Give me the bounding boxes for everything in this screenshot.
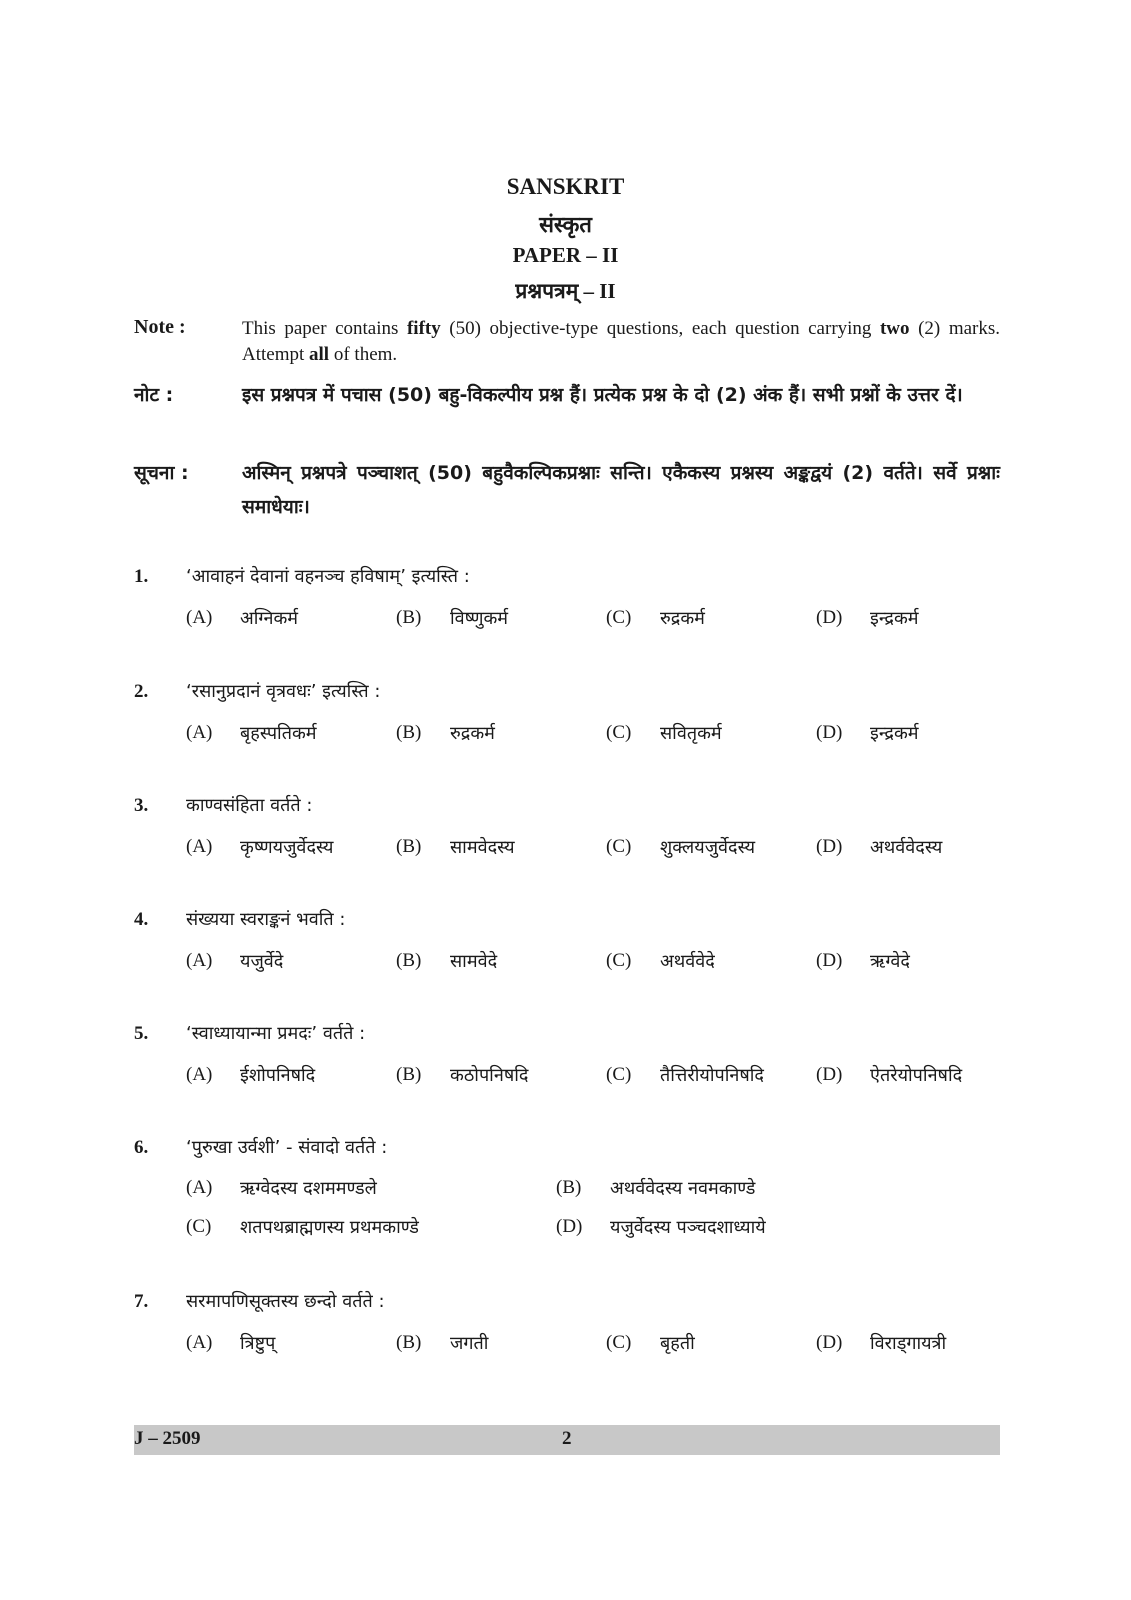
- option-c[interactable]: [186, 1216, 419, 1238]
- option-a[interactable]: [186, 607, 386, 629]
- option-a[interactable]: [186, 1064, 386, 1086]
- note-english: [134, 316, 1000, 376]
- option-letter: (B): [396, 1332, 422, 1353]
- page-number: 2: [562, 1428, 572, 1449]
- question-stem: ‘रसानुप्रदानं वृत्रवधः’ इत्यस्ति :: [186, 681, 381, 702]
- option-letter: (D): [816, 950, 843, 971]
- option-letter: (B): [396, 1064, 422, 1085]
- option-text: शुक्लयजुर्वेदस्य: [660, 837, 756, 858]
- option-text: तैत्तिरीयोपनिषदि: [660, 1065, 764, 1086]
- option-letter: (C): [186, 1216, 212, 1237]
- option-text: सामवेदे: [450, 951, 498, 972]
- question-number: 4.: [134, 909, 149, 930]
- option-a[interactable]: [186, 1332, 386, 1354]
- option-b[interactable]: [396, 950, 596, 972]
- option-text: बृहती: [660, 1333, 695, 1354]
- question-1: [134, 566, 1000, 656]
- option-letter: (A): [186, 1332, 213, 1353]
- option-text: रुद्रकर्म: [450, 723, 495, 744]
- note-hindi: [134, 378, 1000, 448]
- option-letter: (D): [556, 1216, 583, 1237]
- option-text: जगती: [450, 1333, 489, 1354]
- option-d[interactable]: [816, 1064, 1016, 1086]
- option-letter: (C): [606, 1064, 632, 1085]
- option-letter: (D): [816, 607, 843, 628]
- paper-title: PAPER – II: [512, 243, 619, 267]
- option-a[interactable]: [186, 950, 386, 972]
- option-c[interactable]: [606, 836, 806, 858]
- option-letter: (C): [606, 607, 632, 628]
- question-7: [134, 1291, 1000, 1381]
- option-text: ऋग्वेदस्य दशममण्डले: [240, 1178, 377, 1199]
- question-number: 1.: [134, 566, 149, 587]
- option-letter: (D): [816, 1064, 843, 1085]
- option-text: अथर्ववेदस्य: [870, 837, 943, 858]
- option-letter: (B): [556, 1177, 582, 1198]
- option-text: त्रिष्टुप्: [240, 1333, 276, 1354]
- question-3: [134, 795, 1000, 885]
- option-b[interactable]: [396, 607, 596, 629]
- option-a[interactable]: [186, 836, 386, 858]
- question-stem: ‘पुरुखा उर्वशी’ - संवादो वर्तते :: [186, 1137, 388, 1158]
- question-stem: ‘आवाहनं देवानां वहनञ्च हविषाम्’ इत्यस्ति :: [186, 566, 470, 587]
- option-d[interactable]: [816, 607, 1016, 629]
- note-hindi-text: इस प्रश्नपत्र में पचास (50) बहु-विकल्पीय प्रश्न हैं। प्रत्येक प्रश्न के दो (2) अंक हैं। सभी प्रश्नों के उत्तर दें।: [242, 384, 963, 406]
- note-hindi-label: नोट :: [134, 384, 174, 406]
- option-letter: (A): [186, 836, 213, 857]
- option-letter: (B): [396, 950, 422, 971]
- question-number: 7.: [134, 1291, 149, 1312]
- option-c[interactable]: [606, 950, 806, 972]
- option-letter: (B): [396, 836, 422, 857]
- option-letter: (A): [186, 1064, 213, 1085]
- note-label: Note :: [134, 316, 186, 338]
- option-text: रुद्रकर्म: [660, 608, 705, 629]
- option-letter: (C): [606, 1332, 632, 1353]
- option-a[interactable]: [186, 1177, 386, 1199]
- option-b[interactable]: [556, 1177, 756, 1199]
- option-b[interactable]: [396, 722, 596, 744]
- option-letter: (B): [396, 607, 422, 628]
- option-a[interactable]: [186, 722, 386, 744]
- note-sanskrit: [134, 456, 1000, 526]
- option-text: ईशोपनिषदि: [240, 1065, 316, 1086]
- option-letter: (B): [396, 722, 422, 743]
- option-text: सामवेदस्य: [450, 837, 515, 858]
- option-text: कठोपनिषदि: [450, 1065, 529, 1086]
- option-text: विष्णुकर्म: [450, 608, 509, 629]
- option-b[interactable]: [396, 1332, 596, 1354]
- question-stem: सरमापणिसूक्तस्य छन्दो वर्तते :: [186, 1291, 385, 1312]
- question-stem: ‘स्वाध्यायान्मा प्रमदः’ वर्तते :: [186, 1023, 366, 1044]
- option-c[interactable]: [606, 607, 806, 629]
- note-sanskrit-text: अस्मिन् प्रश्नपत्रे पञ्चाशत् (50) बहुवैकल्पिकप्रश्नाः सन्ति। एकैकस्य प्रश्नस्य अङ्कद्वयं (2) वर्तते। सर्वे प्रश्नाः समाधेयाः।: [242, 462, 1000, 518]
- question-6: [134, 1137, 1000, 1238]
- option-letter: (A): [186, 1177, 213, 1198]
- option-text: इन्द्रकर्म: [870, 723, 919, 744]
- option-letter: (A): [186, 722, 213, 743]
- option-d[interactable]: [816, 950, 1016, 972]
- option-c[interactable]: [606, 1332, 806, 1354]
- option-text: कृष्णयजुर्वेदस्य: [240, 837, 334, 858]
- option-letter: (D): [816, 722, 843, 743]
- option-text: ऋग्वेदे: [870, 951, 910, 972]
- option-letter: (A): [186, 950, 213, 971]
- paper-code: J – 2509: [134, 1428, 201, 1449]
- question-number: 2.: [134, 681, 149, 702]
- option-text: बृहस्पतिकर्म: [240, 723, 317, 744]
- subject-title-sanskrit: संस्कृत: [539, 212, 592, 237]
- note-sanskrit-label: सूचना :: [134, 462, 189, 484]
- paper-title-sanskrit: प्रश्नपत्रम् – II: [515, 279, 616, 303]
- option-letter: (C): [606, 950, 632, 971]
- option-d[interactable]: [816, 722, 1016, 744]
- question-number: 6.: [134, 1137, 149, 1158]
- option-letter: (C): [606, 722, 632, 743]
- question-2: [134, 681, 1000, 771]
- option-d[interactable]: [556, 1216, 766, 1238]
- note-text: This paper contains fifty (50) objective-type questions, each question carrying two (2) marks. Attempt all of them.: [242, 318, 1000, 365]
- question-stem: काण्वसंहिता वर्तते :: [186, 795, 313, 816]
- question-number: 5.: [134, 1023, 149, 1044]
- option-d[interactable]: [816, 1332, 1016, 1354]
- option-text: यजुर्वेदे: [240, 951, 284, 972]
- option-c[interactable]: [606, 722, 806, 744]
- option-text: अथर्ववेदे: [660, 951, 715, 972]
- option-letter: (D): [816, 836, 843, 857]
- option-d[interactable]: [816, 836, 1016, 858]
- question-5: [134, 1023, 1000, 1113]
- option-c[interactable]: [606, 1064, 806, 1086]
- option-text: ऐतरेयोपनिषदि: [870, 1065, 963, 1086]
- option-b[interactable]: [396, 1064, 596, 1086]
- question-4: [134, 909, 1000, 999]
- option-text: अथर्ववेदस्य नवमकाण्डे: [610, 1178, 756, 1199]
- option-letter: (D): [816, 1332, 843, 1353]
- option-text: विराड्गायत्री: [870, 1333, 947, 1354]
- question-number: 3.: [134, 795, 149, 816]
- option-text: अग्निकर्म: [240, 608, 299, 629]
- footer-bar: [134, 1425, 1000, 1455]
- option-text: यजुर्वेदस्य पञ्चदशाध्याये: [610, 1217, 766, 1238]
- option-text: इन्द्रकर्म: [870, 608, 919, 629]
- subject-title: SANSKRIT: [506, 174, 625, 199]
- option-b[interactable]: [396, 836, 596, 858]
- option-text: शतपथब्राह्मणस्य प्रथमकाण्डे: [240, 1217, 419, 1238]
- option-text: सवितृकर्म: [660, 723, 722, 744]
- option-letter: (A): [186, 607, 213, 628]
- option-letter: (C): [606, 836, 632, 857]
- question-stem: संख्यया स्वराङ्कनं भवति :: [186, 909, 346, 930]
